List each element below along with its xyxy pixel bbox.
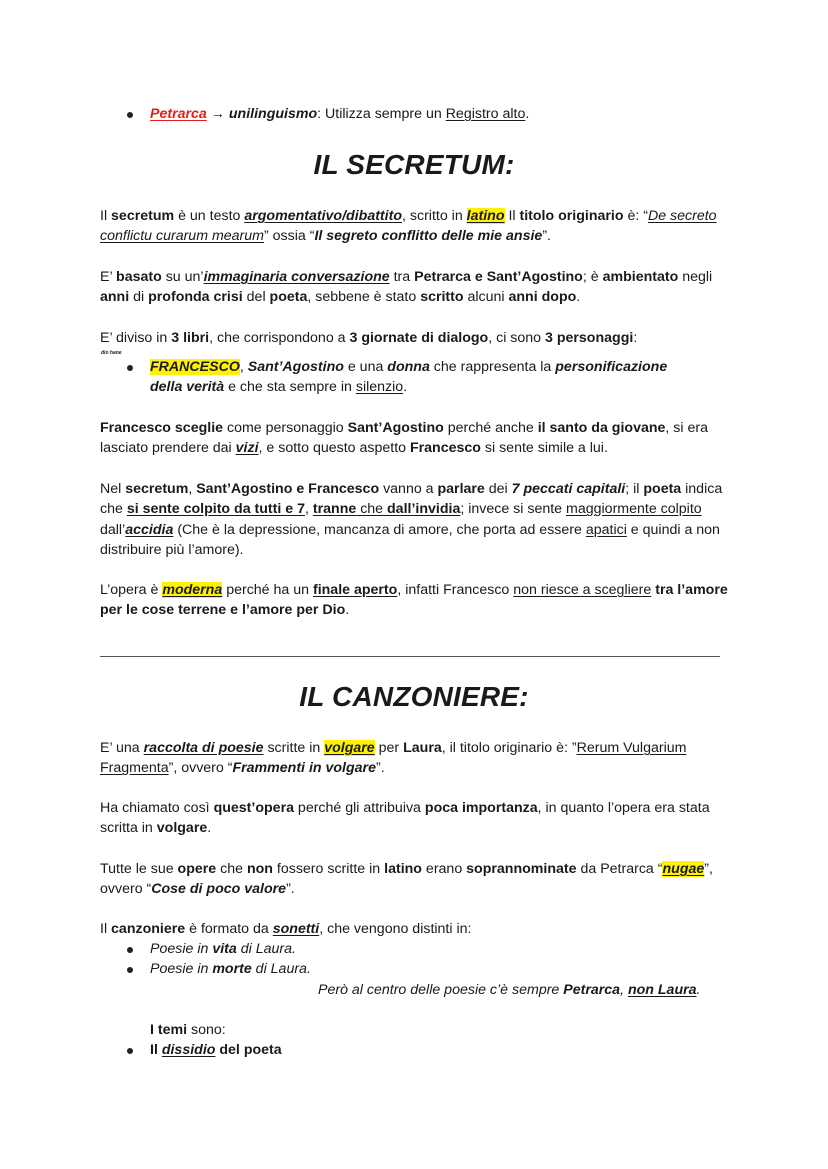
text-run: profonda crisi <box>148 289 243 306</box>
text-run: Tutte le sue <box>100 861 178 877</box>
text-run: E’ diviso in <box>100 330 172 346</box>
text-run: che <box>356 501 388 518</box>
text-run: il santo da giovane <box>537 420 666 436</box>
text-run: e che sta sempre in <box>224 379 356 396</box>
text-run: , <box>188 481 197 497</box>
text-run: Sant’Agostino e Francesco <box>196 481 380 497</box>
canzoniere-paragraph-1 <box>100 738 730 779</box>
text-run: Cose di poco valore <box>151 881 287 898</box>
text-run: non riesce a scegliere <box>513 582 652 598</box>
text-run: non Laura <box>627 982 697 998</box>
text-run: 3 personaggi <box>545 330 634 346</box>
text-run: poca importanza <box>424 800 538 816</box>
canzoniere-paragraph-4 <box>100 919 730 939</box>
text-run: Il <box>504 208 520 224</box>
text-run: e quindi a non distribuire più l’amore). <box>100 521 720 559</box>
text-run: finale aperto <box>312 582 398 598</box>
text-run: Sant’Agostino <box>347 420 444 436</box>
text-run: 3 libri <box>171 330 210 346</box>
text-run: di Laura. <box>251 961 311 977</box>
text-run: vita <box>212 941 237 957</box>
text-run: perché gli attribuiva <box>293 800 425 816</box>
text-run: sono: <box>187 1022 226 1038</box>
text-run: Petrarca e Sant’Agostino <box>414 269 583 285</box>
text-run: si sente simile a lui. <box>480 440 608 457</box>
text-run: ; il <box>625 481 644 497</box>
text-run: ”, ovvero “ <box>100 861 713 898</box>
text-run: , ci sono <box>488 330 545 346</box>
unilinguismo-bullet <box>150 104 529 124</box>
text-run: Laura <box>403 740 442 756</box>
text-run: , <box>620 982 628 998</box>
text-run: e una <box>343 359 388 375</box>
text-run: indica che <box>100 481 723 518</box>
text-run: L’opera è <box>100 582 163 598</box>
text-run: , <box>305 501 313 518</box>
themes-heading <box>150 1020 226 1040</box>
text-run: alcuni <box>463 289 509 306</box>
text-run: 7 peccati capitali <box>511 481 626 497</box>
secretum-paragraph-2 <box>100 267 730 308</box>
section-divider <box>100 656 720 657</box>
text-run: Francesco <box>409 440 481 457</box>
text-run: Ha chiamato così <box>100 800 214 816</box>
text-run: parlare <box>437 481 485 497</box>
text-run: Poesie in <box>150 941 213 957</box>
text-run: , scritto in <box>402 208 467 224</box>
text-run: accidia <box>125 521 174 538</box>
text-run: Sant’Agostino <box>247 359 344 375</box>
text-run: di <box>129 289 149 306</box>
author-name: Petrarca <box>150 106 207 122</box>
text-run: vizi <box>235 440 259 457</box>
text-run: dei <box>484 481 512 497</box>
text-run: Petrarca <box>563 982 621 998</box>
text-run: che rappresenta la <box>429 359 556 375</box>
secretum-paragraph-4 <box>100 418 730 459</box>
canzoniere-paragraph-3 <box>100 859 730 900</box>
text-run: anni <box>100 289 130 306</box>
list-item <box>150 959 311 979</box>
text-run: : Utilizza sempre un <box>317 106 446 122</box>
text-run: secretum <box>125 481 189 497</box>
text-run: , in quanto l’opera era stata scritta in <box>100 800 710 837</box>
register-text: Registro alto <box>445 106 526 122</box>
secretum-paragraph-6 <box>100 580 730 621</box>
text-run: erano <box>421 861 467 877</box>
text-run: che <box>216 861 247 877</box>
text-run: latino <box>466 208 505 224</box>
text-run: tra <box>389 269 415 285</box>
text-run: dall’invidia <box>387 501 461 518</box>
text-run: basato <box>116 269 162 285</box>
text-run: latino <box>384 861 422 877</box>
text-run: ”, ovvero “ <box>168 760 233 777</box>
text-run: De secreto conflictu curarum mearum <box>100 208 717 245</box>
text-run: immaginaria conversazione <box>203 269 390 285</box>
text-run: : <box>633 330 638 346</box>
canzoniere-paragraph-2 <box>100 798 730 839</box>
text-run: E’ <box>100 269 117 285</box>
text-run: dissidio <box>161 1042 216 1058</box>
text-run: scritto <box>420 289 464 306</box>
text-run: , che vengono distinti in: <box>319 921 472 937</box>
list-item <box>150 939 296 959</box>
bullet-dot <box>127 967 133 973</box>
text-run: ambientato <box>602 269 679 285</box>
text-run: maggiormente colpito <box>566 501 702 518</box>
text-run: per <box>374 740 404 756</box>
text-run: è formato da <box>185 921 273 937</box>
text-run: Poesie in <box>150 961 213 977</box>
bullet-dot <box>127 1048 133 1054</box>
text-run: , e sotto questo aspetto <box>258 440 410 457</box>
text-run: anni dopo <box>508 289 577 306</box>
text-run: sonetti <box>272 921 320 937</box>
text-run: . <box>525 106 530 122</box>
text-run: . <box>403 379 408 396</box>
text-run: tranne <box>312 501 357 518</box>
text-run: Però al centro delle poesie c’è sempre <box>318 982 564 998</box>
text-run: argomentativo/dibattito <box>244 208 402 224</box>
text-run: su un’ <box>161 269 204 285</box>
text-run: tra l’amore per le cose terrene e l’amore per Dio <box>100 582 728 619</box>
text-run: apatici <box>585 521 627 538</box>
text-run: non <box>246 861 273 877</box>
text-run: , sebbene è stato <box>307 289 421 306</box>
text-run: Il <box>150 1042 162 1058</box>
text-run: da Petrarca “ <box>576 861 663 877</box>
text-run: quest’opera <box>213 800 294 816</box>
bullet-dot <box>127 365 133 371</box>
text-run: nugae <box>662 861 705 877</box>
text-run: , si era lasciato prendere dai <box>100 420 708 457</box>
section-title-canzoniere: IL CANZONIERE: <box>299 681 529 712</box>
text-run: moderna <box>162 582 223 598</box>
text-run: morte <box>212 961 252 977</box>
text-run: del poeta <box>215 1042 282 1058</box>
text-run: 3 giornate di dialogo <box>349 330 489 346</box>
text-run: canzoniere <box>111 921 186 937</box>
secretum-paragraph-5 <box>100 479 730 561</box>
text-run: secretum <box>111 208 175 224</box>
text-run: scritte in <box>263 740 325 756</box>
term-text: unilinguismo <box>228 106 318 122</box>
secretum-paragraph-3 <box>100 328 730 348</box>
text-run: ”. <box>542 228 551 245</box>
text-run: raccolta di poesie <box>143 740 264 756</box>
text-run: ; è <box>582 269 603 285</box>
text-run: soprannominate <box>466 861 577 877</box>
text-run: ” ossia “ <box>264 228 315 245</box>
text-run: . <box>345 602 350 619</box>
arrow-text: → <box>206 106 229 122</box>
text-run: volgare <box>324 740 375 756</box>
text-run: negli <box>678 269 713 285</box>
bullet-dot <box>127 947 133 953</box>
text-run: . <box>207 820 212 837</box>
secretum-paragraph-1 <box>100 206 730 247</box>
text-run: della verità <box>150 379 225 396</box>
text-run: del <box>242 289 270 306</box>
text-run: I temi <box>150 1022 188 1038</box>
text-run: , che corrispondono a <box>209 330 350 346</box>
text-run: . <box>696 982 701 998</box>
section-title-secretum: IL SECRETUM: <box>313 149 515 180</box>
text-run: , infatti Francesco <box>397 582 514 598</box>
text-run: Frammenti in volgare <box>232 760 376 777</box>
text-run: opere <box>177 861 217 877</box>
text-run: Nel <box>100 481 126 497</box>
text-run: volgare <box>156 820 208 837</box>
text-run: è: “ <box>623 208 648 224</box>
text-run: Il <box>100 208 112 224</box>
handwritten-note: dio hane <box>101 350 122 356</box>
text-run: Il <box>100 921 112 937</box>
personaggi-bullet <box>150 357 720 398</box>
text-run: si sente colpito da tutti e 7 <box>126 501 305 518</box>
text-run: come personaggio <box>223 420 348 436</box>
text-run: è un testo <box>174 208 245 224</box>
text-run: Francesco sceglie <box>100 420 224 436</box>
text-run: Il segreto conflitto delle mie ansie <box>314 228 543 245</box>
text-run: donna <box>387 359 430 375</box>
text-run: perché anche <box>443 420 538 436</box>
text-run: perché ha un <box>222 582 313 598</box>
text-run: , il titolo originario è: ” <box>441 740 577 756</box>
text-run: dall’ <box>100 521 126 538</box>
center-note <box>318 980 700 1000</box>
text-run: Rerum Vulgarium Fragmenta <box>100 740 687 777</box>
text-run: poeta <box>269 289 308 306</box>
text-run: E’ una <box>100 740 144 756</box>
text-run: , <box>239 359 248 375</box>
text-run: ”. <box>375 760 385 777</box>
text-run: . <box>576 289 581 306</box>
text-run: ”. <box>286 881 295 898</box>
text-run: fossero scritte in <box>272 861 385 877</box>
text-run: di Laura. <box>236 941 296 957</box>
text-run: ; invece si sente <box>460 501 567 518</box>
text-run: (Che è la depressione, mancanza di amore, che porta ad essere <box>173 521 586 538</box>
text-run: personificazione <box>555 359 668 375</box>
text-run: silenzio <box>355 379 404 396</box>
text-run: FRANCESCO <box>150 359 240 375</box>
text-run: vanno a <box>379 481 438 497</box>
text-run: poeta <box>643 481 682 497</box>
list-item <box>150 1040 282 1060</box>
text-run: titolo originario <box>519 208 624 224</box>
bullet-dot <box>127 112 133 118</box>
